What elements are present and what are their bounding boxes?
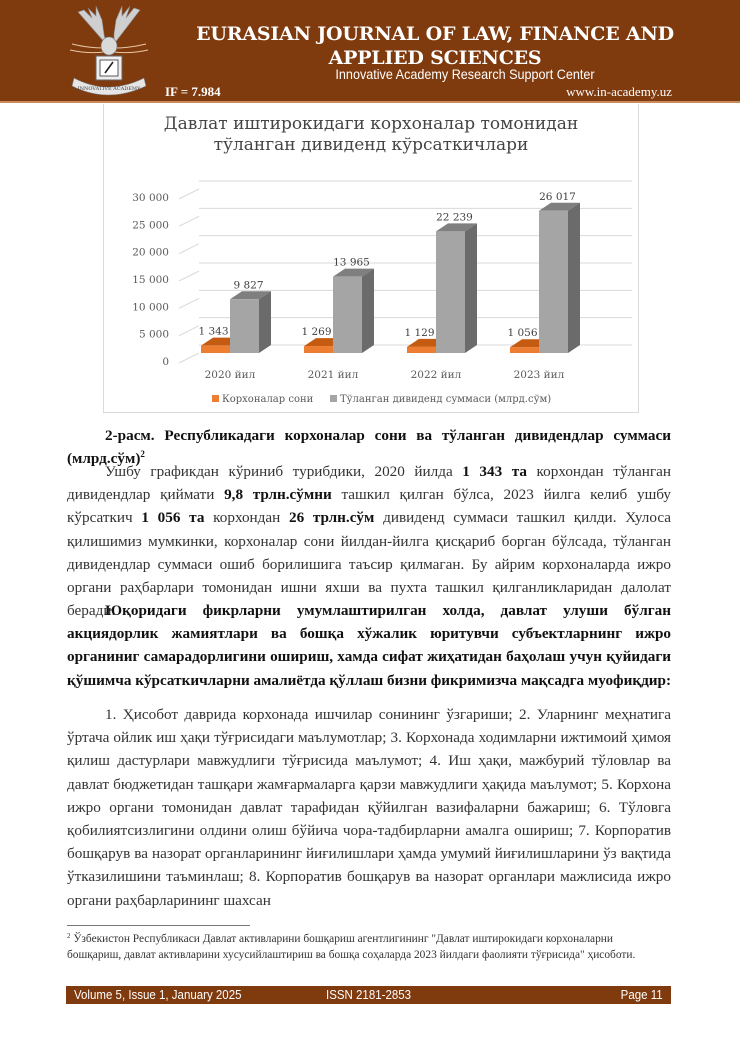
svg-text:1 343: 1 343 (198, 325, 229, 338)
chart-title-line1: Давлат иштирокидаги корхоналар томонидан (163, 114, 579, 134)
paragraph-2: Юқоридаги фикрларни умумлаштирилган холда, давлат улуши бўлган акциядорлик жамиятлари ва бошқа хўжалик юритувчи субъектларнинг ижро органиниг самарадорлигини ошириш, хамда сифат жиҳатидан баҳолаш учун қуйидаги қўшимча кўрсаткичларни амалиётда қўллаш бизни фикримизча мақсадга муофиқдир: (67, 602, 672, 689)
text-run: корхондан тўланган дивидендлар қиймати (67, 463, 671, 504)
svg-text:INNOVATIVE ACADEMY: INNOVATIVE ACADEMY (77, 86, 141, 92)
footnote-text: Ўзбекистон Республикаси Давлат активларини бошқариш агентлигининг "Давлат иштирокидаги корхоналарни бошқариш, давлат активларини хусусийлаштириш ва бошқа соҳаларда 2023 йилдаги фаолияти тўғрисида" ҳисоботи. (67, 933, 636, 961)
svg-text:22 239: 22 239 (436, 211, 473, 224)
eagle-emblem-icon (58, 4, 158, 100)
chart-plot-area (104, 104, 640, 413)
svg-text:1 056: 1 056 (507, 327, 538, 340)
bold-run: 26 трлн.сўм (289, 509, 375, 527)
svg-text:2022 йил: 2022 йил (410, 369, 462, 381)
website-link[interactable]: www.in-academy.uz (566, 84, 672, 99)
caption-text: 2-расм. Республикадаги корхоналар сони ва тўланган дивидендлар суммаси (млрд.сўм) (67, 427, 671, 468)
svg-text:1 269: 1 269 (301, 326, 332, 339)
svg-text:Корхоналар сони: Корхоналар сони (222, 394, 314, 405)
chart-title-line2: тўланган дивиденд кўрсаткичлари (213, 135, 529, 155)
footnote (67, 932, 667, 963)
bold-run: 9,8 трлн.сўмни (224, 486, 332, 504)
footnote-number: 2 (67, 932, 71, 940)
svg-text:5 000: 5 000 (138, 328, 169, 341)
text-run: корхондан (204, 509, 289, 527)
journal-title-line2: APPLIED SCIENCES (328, 47, 542, 69)
impact-factor: IF = 7.984 (165, 84, 221, 99)
svg-text:30 000: 30 000 (132, 192, 169, 204)
text-run: Ушбу графикдан кўриниб турибдики, 2020 йилда (105, 463, 463, 480)
journal-title-line1: EURASIAN JOURNAL OF LAW, FINANCE AND (196, 23, 674, 45)
footnote-ref[interactable]: 2 (140, 449, 145, 460)
footnote-separator (67, 925, 250, 926)
page-number: Page 11 (620, 988, 663, 1002)
svg-text:2020 йил: 2020 йил (204, 369, 256, 381)
paragraph-3: 1. Ҳисобот даврида корхонада ишчилар сонининг ўзгариши; 2. Уларнинг меҳнатига ўртача ойлик иш ҳақи тўғрисидаги маълумотлар; 3. Корхонада ходимларни ижтимоий ҳимоя қилиш дастурлари мавжудлиги тўғрисида маълумот; 4. Иш ҳақи, мажбурий тўловлар ва давлат бюджетидан ташқари жамғармаларга қарзи мавжудлиги ҳақида маълумот; 5. Корхона ижро органи томонидан давлат тарафидан қўйилган вазифаларни бажариш; 6. Тўловга қобилиятсизлигини олдини олиш бўйича чора-тадбирларни амалга ошириш; 7. Корпоратив бошқарув ва назорат органларининг йиғилишлари ҳамда умумий йиғилишларини ўз вақтида ўтказилишини таъминлаш; 8. Корпоратив бошқарув ва назорат органлари мажлисида ижро органи раҳбарларининг шахсан (67, 706, 671, 909)
svg-text:1 129: 1 129 (404, 326, 435, 339)
svg-text:13 965: 13 965 (333, 256, 370, 269)
issn: ISSN 2181-2853 (326, 988, 412, 1002)
svg-text:9 827: 9 827 (233, 279, 264, 292)
svg-text:25 000: 25 000 (132, 219, 169, 232)
page-footer (66, 986, 671, 1004)
svg-text:20 000: 20 000 (132, 246, 169, 259)
svg-text:10 000: 10 000 (132, 301, 169, 314)
svg-text:0: 0 (162, 356, 169, 368)
svg-text:15 000: 15 000 (132, 274, 169, 286)
text-run: дивиденд суммаси ташкил қилди. Хулоса қилишимиз мумкинки, корхоналар сони йилдан-йилга қисқариб борган бўлсада, тўланган дивидендлар суммаси ошиб борилишига таъсир қилмаган. Бу айрим корхоналарда ижро органи раҳбарлари томонидан ишни яхши ва пухта ташкил қилганликларидан далолат беради. (67, 509, 671, 620)
bold-run: 1 056 та (141, 509, 205, 527)
publisher-name: Innovative Academy Research Support Center (335, 66, 595, 82)
bold-run: 1 343 та (462, 463, 527, 480)
journal-title (190, 22, 680, 70)
journal-header (0, 0, 740, 103)
text-run: ташкил қилган бўлса, 2023 йилга келиб ушбу кўрсаткич (67, 486, 672, 527)
svg-text:2023 йил: 2023 йил (513, 369, 565, 381)
svg-text:Тўланган дивиденд суммаси (млр: Тўланган дивиденд суммаси (млрд.сўм) (340, 394, 552, 405)
dividend-chart (103, 104, 639, 413)
volume-info: Volume 5, Issue 1, January 2025 (74, 988, 242, 1002)
svg-text:2021 йил: 2021 йил (307, 369, 359, 381)
svg-text:26 017: 26 017 (539, 190, 576, 203)
